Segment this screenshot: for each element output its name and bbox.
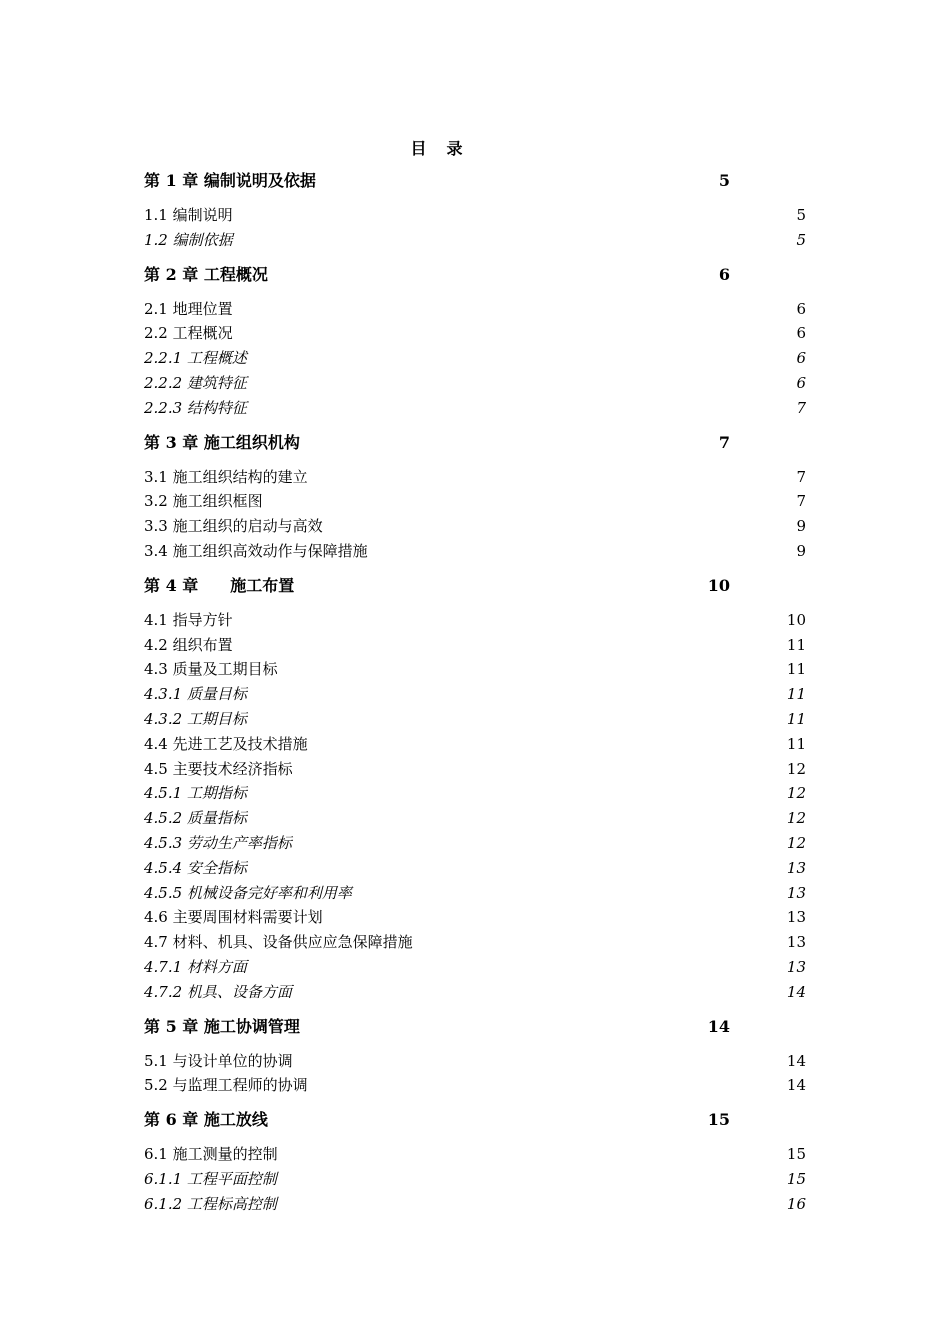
toc-entry-label: 第 3 章 施工组织机构 <box>144 432 300 452</box>
toc-entry-label: 3.1 施工组织结构的建立 <box>144 467 308 486</box>
toc-entry-section[interactable] <box>144 609 806 631</box>
toc-entry-page-number: 7 <box>796 398 806 417</box>
toc-entry-label: 4.5 主要技术经济指标 <box>144 759 293 778</box>
toc-entry-page-number: 15 <box>707 1110 730 1130</box>
toc-entry-page-number: 11 <box>786 660 806 679</box>
toc-entry-label: 第 4 章 施工布置 <box>144 575 295 595</box>
toc-entry-page-number: 11 <box>786 710 806 728</box>
toc-entry-label: 4.7.2 机具、设备方面 <box>144 982 292 1001</box>
toc-entry-label: 2.2.1 工程概述 <box>144 349 247 368</box>
toc-entry-label: 4.7.1 材料方面 <box>144 958 247 976</box>
toc-entry-page-number: 9 <box>796 517 806 536</box>
toc-entry-label: 6.1 施工测量的控制 <box>144 1145 278 1164</box>
toc-entry-label: 2.2.2 建筑特征 <box>144 374 247 392</box>
toc-entry-label: 第 6 章 施工放线 <box>144 1110 268 1130</box>
toc-entry-page-number: 9 <box>796 542 806 560</box>
toc-entry-label: 5.2 与监理工程师的协调 <box>144 1076 308 1095</box>
toc-entry-page-number: 12 <box>786 784 806 803</box>
toc-entry-label: 2.1 地理位置 <box>144 299 233 318</box>
toc-entry-label: 4.5.4 安全指标 <box>144 858 247 877</box>
toc-entry-page-number: 6 <box>796 324 806 343</box>
toc-entry-label: 4.3 质量及工期目标 <box>144 660 278 679</box>
toc-entry-subsection[interactable] <box>144 372 806 394</box>
toc-entry-section[interactable] <box>144 906 806 928</box>
toc-entry-label: 4.6 主要周围材料需要计划 <box>144 908 323 927</box>
toc-entry-page-number: 15 <box>786 1170 806 1188</box>
toc-entry-chapter[interactable] <box>144 264 730 286</box>
toc-title: 目 录 <box>410 139 465 158</box>
toc-entry-label: 4.1 指导方针 <box>144 610 233 629</box>
toc-entry-label: 4.3.1 质量目标 <box>144 685 247 704</box>
toc-entry-subsection[interactable] <box>144 882 806 904</box>
toc-entry-page-number: 13 <box>786 883 806 902</box>
toc-entry-chapter[interactable] <box>144 170 730 192</box>
toc-entry-label: 2.2 工程概况 <box>144 324 233 343</box>
toc-entry-page-number: 7 <box>796 492 806 511</box>
toc-entry-section[interactable] <box>144 1050 806 1072</box>
toc-entry-page-number: 12 <box>786 834 806 852</box>
toc-entry-label: 6.1.2 工程标高控制 <box>144 1194 277 1213</box>
toc-entry-label: 4.4 先进工艺及技术措施 <box>144 734 308 753</box>
toc-entry-label: 3.2 施工组织框图 <box>144 492 263 511</box>
toc-entry-page-number: 11 <box>786 734 806 753</box>
toc-entry-page-number: 6 <box>718 264 730 284</box>
toc-entry-page-number: 7 <box>796 467 806 486</box>
toc-entry-section[interactable] <box>144 490 806 512</box>
toc-entry-subsection[interactable] <box>144 956 806 978</box>
toc-entry-label: 5.1 与设计单位的协调 <box>144 1051 293 1070</box>
toc-entry-section[interactable] <box>144 1143 806 1165</box>
toc-entry-page-number: 5 <box>796 230 806 249</box>
toc-entry-page-number: 6 <box>796 349 806 368</box>
toc-entry-subsection[interactable] <box>144 807 806 829</box>
toc-entry-label: 第 2 章 工程概况 <box>144 264 268 284</box>
toc-entry-label: 4.3.2 工期目标 <box>144 710 247 728</box>
toc-entry-label: 第 5 章 施工协调管理 <box>144 1016 300 1036</box>
toc-entry-subsection[interactable] <box>144 708 806 730</box>
toc-entry-label: 3.4 施工组织高效动作与保障措施 <box>144 542 368 560</box>
toc-entry-label: 第 1 章 编制说明及依据 <box>144 171 316 190</box>
toc-entry-subsection[interactable] <box>144 229 806 251</box>
toc-entry-page-number: 14 <box>786 982 806 1001</box>
toc-entry-label: 4.7 材料、机具、设备供应应急保障措施 <box>144 933 413 952</box>
toc-entry-section[interactable] <box>144 515 806 537</box>
toc-entry-page-number: 13 <box>786 858 806 877</box>
toc-entry-page-number: 11 <box>786 685 806 704</box>
toc-entry-page-number: 12 <box>786 809 806 828</box>
toc-entry-section[interactable] <box>144 931 806 953</box>
toc-entry-subsection[interactable] <box>144 857 806 879</box>
toc-entry-section[interactable] <box>144 634 806 656</box>
toc-entry-section[interactable] <box>144 758 806 780</box>
toc-entry-section[interactable] <box>144 1074 806 1096</box>
toc-entry-section[interactable] <box>144 540 806 562</box>
toc-entry-label: 4.5.2 质量指标 <box>144 809 247 828</box>
toc-entry-section[interactable] <box>144 322 806 344</box>
toc-entry-label: 2.2.3 结构特征 <box>144 398 247 417</box>
toc-entry-page-number: 13 <box>786 933 806 952</box>
toc-entry-page-number: 12 <box>786 759 806 778</box>
toc-entry-chapter[interactable] <box>144 575 730 597</box>
toc-entry-subsection[interactable] <box>144 397 806 419</box>
toc-entry-subsection[interactable] <box>144 347 806 369</box>
toc-entry-subsection[interactable] <box>144 782 806 804</box>
toc-entry-label: 3.3 施工组织的启动与高效 <box>144 517 323 536</box>
toc-entry-label: 4.5.3 劳动生产率指标 <box>144 834 292 852</box>
toc-entry-section[interactable] <box>144 733 806 755</box>
toc-entry-page-number: 11 <box>786 635 806 654</box>
toc-entry-page-number: 10 <box>786 610 806 629</box>
toc-entry-label: 4.5.5 机械设备完好率和利用率 <box>144 883 352 902</box>
toc-entry-chapter[interactable] <box>144 432 730 454</box>
toc-entry-page-number: 13 <box>786 908 806 927</box>
toc-entry-page-number: 13 <box>786 958 806 976</box>
toc-entry-page-number: 6 <box>796 374 806 392</box>
toc-entry-page-number: 16 <box>786 1194 806 1213</box>
toc-entry-section[interactable] <box>144 658 806 680</box>
toc-entry-label: 1.1 编制说明 <box>144 206 233 224</box>
toc-entry-page-number: 5 <box>796 206 806 224</box>
toc-entry-label: 4.5.1 工期指标 <box>144 784 247 803</box>
toc-entry-page-number: 5 <box>718 171 730 190</box>
toc-entry-page-number: 6 <box>796 299 806 318</box>
toc-entry-page-number: 14 <box>786 1051 806 1070</box>
toc-entry-label: 6.1.1 工程平面控制 <box>144 1170 277 1188</box>
toc-entry-page-number: 14 <box>786 1076 806 1095</box>
toc-entry-subsection[interactable] <box>144 981 806 1003</box>
toc-entry-page-number: 15 <box>786 1145 806 1164</box>
toc-entry-label: 1.2 编制依据 <box>144 230 233 249</box>
toc-entry-subsection[interactable] <box>144 683 806 705</box>
toc-entry-section[interactable] <box>144 466 806 488</box>
toc-entry-subsection[interactable] <box>144 832 806 854</box>
toc-entry-section[interactable] <box>144 298 806 320</box>
toc-entry-label: 4.2 组织布置 <box>144 635 233 654</box>
toc-entry-subsection[interactable] <box>144 1193 806 1215</box>
toc-entry-page-number: 14 <box>707 1016 730 1036</box>
toc-entry-chapter[interactable] <box>144 1016 730 1038</box>
toc-entry-page-number: 10 <box>707 575 730 595</box>
toc-entry-chapter[interactable] <box>144 1109 730 1131</box>
toc-entry-subsection[interactable] <box>144 1168 806 1190</box>
toc-entry-page-number: 7 <box>718 432 730 452</box>
toc-entry-section[interactable] <box>144 204 806 226</box>
